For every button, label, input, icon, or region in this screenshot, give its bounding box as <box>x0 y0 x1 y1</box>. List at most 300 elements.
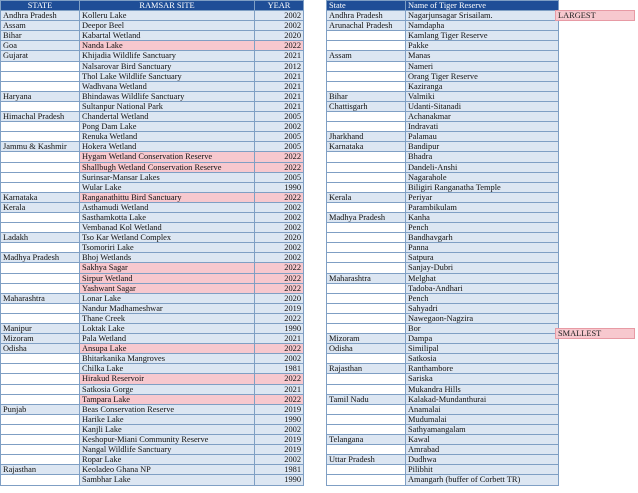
tiger-cell-state <box>327 354 406 364</box>
ramsar-cell-site: Satkosia Gorge <box>80 384 255 394</box>
ramsar-cell-year: 2021 <box>255 51 304 61</box>
tiger-cell-reserve: Periyar <box>406 192 559 202</box>
ramsar-header-year: YEAR <box>255 1 304 11</box>
smallest-tag: SMALLEST <box>555 328 635 339</box>
ramsar-cell-year: 1981 <box>255 465 304 475</box>
tiger-row <box>327 293 559 303</box>
ramsar-sites-table <box>0 0 304 486</box>
ramsar-cell-site: Harike Lake <box>80 414 255 424</box>
ramsar-row <box>1 455 304 465</box>
ramsar-cell-year: 2019 <box>255 404 304 414</box>
ramsar-cell-state <box>1 313 80 323</box>
tiger-row <box>327 253 559 263</box>
ramsar-row <box>1 11 304 21</box>
ramsar-cell-state <box>1 243 80 253</box>
tiger-cell-state <box>327 293 406 303</box>
ramsar-cell-site: Ansupa Lake <box>80 344 255 354</box>
tiger-cell-reserve: Mukandra Hills <box>406 384 559 394</box>
ramsar-cell-site: Tso Kar Wetland Complex <box>80 233 255 243</box>
tiger-cell-state <box>327 313 406 323</box>
ramsar-table-body <box>1 11 304 485</box>
tiger-row <box>327 31 559 41</box>
tiger-cell-state <box>327 475 406 485</box>
tiger-row <box>327 152 559 162</box>
ramsar-row <box>1 112 304 122</box>
ramsar-row <box>1 101 304 111</box>
tiger-header-state: State <box>327 1 406 11</box>
tiger-cell-reserve: Anamalai <box>406 404 559 414</box>
ramsar-row <box>1 182 304 192</box>
ramsar-cell-state: Maharashtra <box>1 293 80 303</box>
ramsar-row <box>1 374 304 384</box>
tiger-cell-reserve: Indravati <box>406 122 559 132</box>
tiger-cell-state: Bihar <box>327 91 406 101</box>
tiger-cell-reserve: Nameri <box>406 61 559 71</box>
ramsar-cell-year: 2005 <box>255 132 304 142</box>
ramsar-cell-year: 2005 <box>255 172 304 182</box>
ramsar-cell-state <box>1 455 80 465</box>
ramsar-cell-site: Bhindawas Wildlife Sanctuary <box>80 91 255 101</box>
ramsar-row <box>1 435 304 445</box>
ramsar-cell-year: 2022 <box>255 162 304 172</box>
ramsar-cell-site: Sultanpur National Park <box>80 101 255 111</box>
ramsar-cell-year: 2021 <box>255 334 304 344</box>
tiger-cell-state: Jharkhand <box>327 132 406 142</box>
ramsar-cell-site: Asthamudi Wetland <box>80 202 255 212</box>
tiger-cell-state <box>327 223 406 233</box>
tiger-cell-reserve: Kalakad-Mundanthurai <box>406 394 559 404</box>
ramsar-cell-site: Deepor Beel <box>80 21 255 31</box>
tiger-row <box>327 313 559 323</box>
ramsar-cell-year: 2022 <box>255 344 304 354</box>
ramsar-cell-year: 2019 <box>255 435 304 445</box>
tiger-cell-reserve: Achanakmar <box>406 112 559 122</box>
tiger-cell-reserve: Nagarahole <box>406 172 559 182</box>
tiger-cell-state: Mizoram <box>327 334 406 344</box>
ramsar-cell-state <box>1 162 80 172</box>
tiger-row <box>327 112 559 122</box>
tiger-cell-reserve: Manas <box>406 51 559 61</box>
tiger-cell-state: Telangana <box>327 435 406 445</box>
ramsar-row <box>1 283 304 293</box>
ramsar-cell-state <box>1 303 80 313</box>
tiger-row <box>327 243 559 253</box>
ramsar-row <box>1 414 304 424</box>
ramsar-cell-year: 2002 <box>255 354 304 364</box>
tiger-cell-reserve: Dandeli-Anshi <box>406 162 559 172</box>
ramsar-cell-site: Renuka Wetland <box>80 132 255 142</box>
tiger-cell-state <box>327 71 406 81</box>
ramsar-cell-site: Beas Conservation Reserve <box>80 404 255 414</box>
tiger-header-row <box>327 1 559 11</box>
ramsar-row <box>1 142 304 152</box>
ramsar-cell-year: 2019 <box>255 303 304 313</box>
ramsar-row <box>1 313 304 323</box>
tiger-row <box>327 21 559 31</box>
ramsar-cell-year: 2022 <box>255 152 304 162</box>
ramsar-cell-site: Pala Wetland <box>80 334 255 344</box>
tiger-row <box>327 212 559 222</box>
tiger-cell-state <box>327 202 406 212</box>
ramsar-cell-site: Sakhya Sagar <box>80 263 255 273</box>
tiger-cell-state <box>327 182 406 192</box>
ramsar-cell-site: Bhitarkanika Mangroves <box>80 354 255 364</box>
tiger-cell-reserve: Pilibhit <box>406 465 559 475</box>
ramsar-cell-year: 2022 <box>255 394 304 404</box>
tiger-cell-state <box>327 172 406 182</box>
tiger-cell-state <box>327 424 406 434</box>
ramsar-cell-site: Sirpur Wetland <box>80 273 255 283</box>
ramsar-cell-year: 2021 <box>255 91 304 101</box>
ramsar-cell-year: 2022 <box>255 374 304 384</box>
tiger-cell-reserve: Bandhavgarh <box>406 233 559 243</box>
ramsar-cell-year: 2022 <box>255 283 304 293</box>
tiger-row <box>327 41 559 51</box>
ramsar-cell-site: Thol Lake Wildlife Sanctuary <box>80 71 255 81</box>
ramsar-cell-state: Himachal Pradesh <box>1 112 80 122</box>
ramsar-cell-state: Jammu & Kashmir <box>1 142 80 152</box>
tiger-cell-state <box>327 61 406 71</box>
ramsar-cell-site: Nanda Lake <box>80 41 255 51</box>
ramsar-cell-year: 2021 <box>255 101 304 111</box>
ramsar-cell-site: Khijadia Wildlife Sanctuary <box>80 51 255 61</box>
tiger-cell-state <box>327 81 406 91</box>
ramsar-row <box>1 263 304 273</box>
tiger-row <box>327 465 559 475</box>
ramsar-row <box>1 324 304 334</box>
ramsar-cell-year: 1990 <box>255 324 304 334</box>
tiger-row <box>327 142 559 152</box>
tiger-cell-reserve: Udanti-Sitanadi <box>406 101 559 111</box>
tiger-cell-state <box>327 243 406 253</box>
tiger-cell-reserve: Mudumalai <box>406 414 559 424</box>
ramsar-cell-year: 2002 <box>255 11 304 21</box>
tiger-row <box>327 283 559 293</box>
tiger-cell-reserve: Kawal <box>406 435 559 445</box>
ramsar-cell-year: 2019 <box>255 445 304 455</box>
tiger-row <box>327 394 559 404</box>
tiger-cell-state: Chattisgarh <box>327 101 406 111</box>
ramsar-row <box>1 21 304 31</box>
ramsar-cell-state <box>1 182 80 192</box>
tiger-row <box>327 91 559 101</box>
tiger-row <box>327 172 559 182</box>
tiger-row <box>327 455 559 465</box>
ramsar-cell-year: 2002 <box>255 253 304 263</box>
ramsar-cell-year: 2002 <box>255 424 304 434</box>
ramsar-cell-year: 2002 <box>255 243 304 253</box>
ramsar-cell-year: 1990 <box>255 475 304 485</box>
ramsar-cell-state <box>1 132 80 142</box>
tiger-cell-reserve: Valmiki <box>406 91 559 101</box>
ramsar-cell-state <box>1 354 80 364</box>
ramsar-cell-year: 2022 <box>255 273 304 283</box>
ramsar-cell-state <box>1 394 80 404</box>
ramsar-cell-year: 2022 <box>255 41 304 51</box>
tiger-cell-reserve: Tadoba-Andhari <box>406 283 559 293</box>
ramsar-cell-state: Andhra Pradesh <box>1 11 80 21</box>
ramsar-cell-state: Ladakh <box>1 233 80 243</box>
tiger-cell-reserve: Parambikulam <box>406 202 559 212</box>
ramsar-cell-state <box>1 384 80 394</box>
tiger-cell-reserve: Satkosia <box>406 354 559 364</box>
tiger-cell-reserve: Amrabad <box>406 445 559 455</box>
ramsar-cell-site: Thane Creek <box>80 313 255 323</box>
ramsar-cell-year: 1981 <box>255 364 304 374</box>
tiger-cell-state: Rajasthan <box>327 364 406 374</box>
ramsar-cell-state: Bihar <box>1 31 80 41</box>
ramsar-cell-state: Haryana <box>1 91 80 101</box>
tiger-row <box>327 101 559 111</box>
ramsar-cell-year: 2005 <box>255 142 304 152</box>
ramsar-cell-site: Keshopur-Miani Community Reserve <box>80 435 255 445</box>
tiger-cell-reserve: Pench <box>406 293 559 303</box>
tiger-cell-reserve: Panna <box>406 243 559 253</box>
ramsar-cell-site: Hirakud Reservoir <box>80 374 255 384</box>
ramsar-row <box>1 465 304 475</box>
ramsar-cell-state <box>1 172 80 182</box>
tiger-row <box>327 435 559 445</box>
tiger-row <box>327 424 559 434</box>
ramsar-cell-state: Karnataka <box>1 192 80 202</box>
tiger-cell-reserve: Biligiri Ranganatha Temple <box>406 182 559 192</box>
tiger-row <box>327 81 559 91</box>
ramsar-row <box>1 31 304 41</box>
tiger-cell-state <box>327 31 406 41</box>
ramsar-cell-state: Odisha <box>1 344 80 354</box>
tiger-row <box>327 344 559 354</box>
ramsar-cell-state: Kerala <box>1 202 80 212</box>
largest-tag: LARGEST <box>555 10 635 21</box>
ramsar-cell-site: Chandertal Wetland <box>80 112 255 122</box>
tiger-cell-reserve: Nawegaon-Nagzira <box>406 313 559 323</box>
tiger-cell-reserve: Namdapha <box>406 21 559 31</box>
tiger-cell-reserve: Amangarh (buffer of Corbett TR) <box>406 475 559 485</box>
ramsar-cell-year: 2020 <box>255 31 304 41</box>
tiger-cell-state <box>327 404 406 414</box>
ramsar-cell-year: 2002 <box>255 223 304 233</box>
tiger-row <box>327 202 559 212</box>
tiger-cell-state <box>327 414 406 424</box>
ramsar-cell-state <box>1 81 80 91</box>
tiger-reserves-table <box>326 0 559 486</box>
tiger-cell-state: Andhra Pradesh <box>327 11 406 21</box>
ramsar-cell-year: 2021 <box>255 71 304 81</box>
tiger-cell-reserve: Palamau <box>406 132 559 142</box>
ramsar-cell-site: Tsomoriri Lake <box>80 243 255 253</box>
ramsar-row <box>1 122 304 132</box>
ramsar-cell-year: 2002 <box>255 202 304 212</box>
ramsar-row <box>1 223 304 233</box>
tiger-cell-state <box>327 253 406 263</box>
ramsar-cell-state <box>1 223 80 233</box>
ramsar-row <box>1 152 304 162</box>
tiger-cell-reserve: Orang Tiger Reserve <box>406 71 559 81</box>
tiger-row <box>327 273 559 283</box>
ramsar-cell-site: Vembanad Kol Wetland <box>80 223 255 233</box>
tiger-cell-state <box>327 152 406 162</box>
ramsar-cell-site: Sambhar Lake <box>80 475 255 485</box>
ramsar-cell-site: Surinsar-Mansar Lakes <box>80 172 255 182</box>
ramsar-cell-site: Bhoj Wetlands <box>80 253 255 263</box>
tiger-cell-state: Maharashtra <box>327 273 406 283</box>
ramsar-cell-state <box>1 424 80 434</box>
ramsar-row <box>1 475 304 485</box>
ramsar-cell-site: Wular Lake <box>80 182 255 192</box>
ramsar-cell-year: 1990 <box>255 414 304 424</box>
tiger-row <box>327 475 559 485</box>
ramsar-row <box>1 202 304 212</box>
ramsar-row <box>1 132 304 142</box>
ramsar-row <box>1 293 304 303</box>
ramsar-cell-site: Loktak Lake <box>80 324 255 334</box>
tiger-row <box>327 132 559 142</box>
ramsar-cell-site: Kolleru Lake <box>80 11 255 21</box>
ramsar-cell-state: Manipur <box>1 324 80 334</box>
ramsar-cell-year: 2005 <box>255 112 304 122</box>
tiger-cell-state <box>327 162 406 172</box>
tiger-row <box>327 354 559 364</box>
ramsar-cell-state <box>1 273 80 283</box>
tiger-cell-state: Madhya Pradesh <box>327 212 406 222</box>
tiger-row <box>327 233 559 243</box>
tiger-row <box>327 404 559 414</box>
ramsar-cell-state <box>1 212 80 222</box>
tiger-row <box>327 445 559 455</box>
ramsar-cell-site: Tampara Lake <box>80 394 255 404</box>
tiger-cell-reserve: Similipal <box>406 344 559 354</box>
tiger-row <box>327 414 559 424</box>
tiger-row <box>327 324 559 334</box>
ramsar-row <box>1 172 304 182</box>
ramsar-cell-state <box>1 152 80 162</box>
ramsar-cell-year: 2021 <box>255 384 304 394</box>
tiger-row <box>327 122 559 132</box>
ramsar-cell-state <box>1 414 80 424</box>
ramsar-cell-site: Yashwant Sagar <box>80 283 255 293</box>
ramsar-header-state: STATE <box>1 1 80 11</box>
ramsar-row <box>1 394 304 404</box>
ramsar-cell-year: 2022 <box>255 313 304 323</box>
ramsar-cell-site: Nangal Wildlife Sanctuary <box>80 445 255 455</box>
ramsar-row <box>1 61 304 71</box>
ramsar-row <box>1 364 304 374</box>
ramsar-cell-year: 1990 <box>255 182 304 192</box>
ramsar-cell-site: Kabartal Wetland <box>80 31 255 41</box>
tiger-cell-state <box>327 445 406 455</box>
tiger-cell-state: Kerala <box>327 192 406 202</box>
ramsar-cell-year: 2020 <box>255 293 304 303</box>
tiger-cell-state: Assam <box>327 51 406 61</box>
tiger-cell-state <box>327 263 406 273</box>
ramsar-cell-state <box>1 475 80 485</box>
ramsar-cell-state: Assam <box>1 21 80 31</box>
ramsar-row <box>1 81 304 91</box>
ramsar-row <box>1 233 304 243</box>
ramsar-cell-state <box>1 71 80 81</box>
ramsar-cell-site: Wadhvana Wetland <box>80 81 255 91</box>
tiger-cell-state: Odisha <box>327 344 406 354</box>
ramsar-row <box>1 303 304 313</box>
ramsar-cell-state: Rajasthan <box>1 465 80 475</box>
ramsar-header-site: RAMSAR SITE <box>80 1 255 11</box>
ramsar-cell-state <box>1 101 80 111</box>
tiger-cell-reserve: Sahyadri <box>406 303 559 313</box>
tiger-cell-state <box>327 41 406 51</box>
ramsar-cell-state: Mizoram <box>1 334 80 344</box>
ramsar-cell-state: Punjab <box>1 404 80 414</box>
tiger-row <box>327 71 559 81</box>
tiger-row <box>327 303 559 313</box>
ramsar-cell-year: 2012 <box>255 61 304 71</box>
ramsar-row <box>1 424 304 434</box>
ramsar-cell-year: 2022 <box>255 192 304 202</box>
tiger-row <box>327 182 559 192</box>
ramsar-row <box>1 253 304 263</box>
tiger-cell-state <box>327 303 406 313</box>
ramsar-cell-year: 2020 <box>255 233 304 243</box>
ramsar-cell-year: 2002 <box>255 455 304 465</box>
tiger-cell-reserve: Pench <box>406 223 559 233</box>
tiger-cell-reserve: Ranthambore <box>406 364 559 374</box>
tiger-cell-reserve: Bandipur <box>406 142 559 152</box>
tiger-cell-state <box>327 324 406 334</box>
ramsar-cell-state <box>1 263 80 273</box>
tiger-cell-state <box>327 233 406 243</box>
ramsar-cell-state <box>1 61 80 71</box>
tiger-row <box>327 334 559 344</box>
tiger-row <box>327 364 559 374</box>
ramsar-row <box>1 41 304 51</box>
ramsar-cell-state <box>1 122 80 132</box>
tiger-cell-reserve: Pakke <box>406 41 559 51</box>
tiger-cell-state <box>327 122 406 132</box>
ramsar-row <box>1 445 304 455</box>
tiger-cell-reserve: Sariska <box>406 374 559 384</box>
tiger-cell-reserve: Melghat <box>406 273 559 283</box>
tiger-cell-reserve: Nagarjunsagar Srisailam. <box>406 11 559 21</box>
ramsar-cell-year: 2002 <box>255 21 304 31</box>
ramsar-row <box>1 344 304 354</box>
tiger-cell-state <box>327 283 406 293</box>
ramsar-row <box>1 243 304 253</box>
ramsar-row <box>1 91 304 101</box>
ramsar-row <box>1 212 304 222</box>
ramsar-cell-state <box>1 374 80 384</box>
tiger-row <box>327 263 559 273</box>
ramsar-cell-site: Ranganathittu Bird Sanctuary <box>80 192 255 202</box>
tiger-row <box>327 374 559 384</box>
ramsar-cell-year: 2022 <box>255 263 304 273</box>
ramsar-cell-site: Sasthamkotta Lake <box>80 212 255 222</box>
ramsar-row <box>1 51 304 61</box>
ramsar-cell-state <box>1 364 80 374</box>
ramsar-row <box>1 71 304 81</box>
ramsar-cell-state <box>1 283 80 293</box>
ramsar-cell-site: Shallbugh Wetland Conservation Reserve <box>80 162 255 172</box>
tiger-cell-state: Karnataka <box>327 142 406 152</box>
ramsar-cell-site: Ropar Lake <box>80 455 255 465</box>
tiger-cell-state: Tamil Nadu <box>327 394 406 404</box>
ramsar-cell-site: Lonar Lake <box>80 293 255 303</box>
ramsar-cell-state: Madhya Pradesh <box>1 253 80 263</box>
tiger-row <box>327 61 559 71</box>
tiger-cell-state <box>327 465 406 475</box>
ramsar-cell-state: Gujarat <box>1 51 80 61</box>
tiger-cell-reserve: Satpura <box>406 253 559 263</box>
tiger-row <box>327 192 559 202</box>
ramsar-row <box>1 162 304 172</box>
